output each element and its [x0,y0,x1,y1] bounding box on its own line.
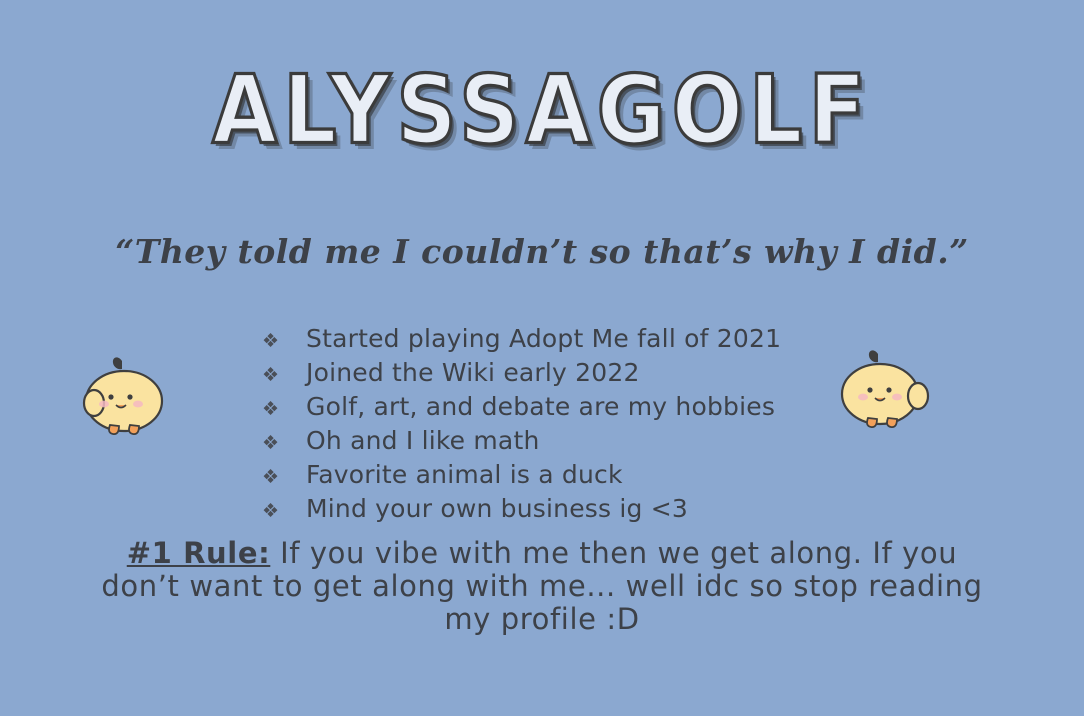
list-item-label: Started playing Adopt Me fall of 2021 [306,324,782,353]
bullet-marker-icon: ❖ [262,433,280,454]
bullet-marker-icon: ❖ [262,365,280,386]
bullet-marker-icon: ❖ [262,467,280,488]
rule-text: If you vibe with me then we get along. If you don’t want to get along with me... well idc so stop reading my profile :D [101,536,983,636]
list-item [262,359,822,390]
quote-text: “They told me I couldn’t so that’s why I did.” [115,232,969,271]
rule-label: #1 Rule: [126,536,271,570]
duck-chick-icon [78,355,174,437]
list-item [262,325,822,356]
list-item-label: Oh and I like math [306,426,540,455]
list-item-label: Golf, art, and debate are my hobbies [306,392,776,421]
bullet-marker-icon: ❖ [262,399,280,420]
bullet-marker-icon: ❖ [262,331,280,352]
list-item [262,461,822,492]
list-item [262,495,822,526]
list-item-label: Mind your own business ig <3 [306,494,688,523]
page-title-wrap [0,55,1084,165]
duck-chick-icon [834,348,930,430]
list-item [262,393,822,424]
bullet-marker-icon: ❖ [262,501,280,522]
bullet-list [262,325,822,529]
page-title: ALYSSAGOLF [212,55,872,165]
list-item [262,427,822,458]
list-item-label: Favorite animal is a duck [306,460,623,489]
rule-block [95,537,989,635]
list-item-label: Joined the Wiki early 2022 [306,358,640,387]
